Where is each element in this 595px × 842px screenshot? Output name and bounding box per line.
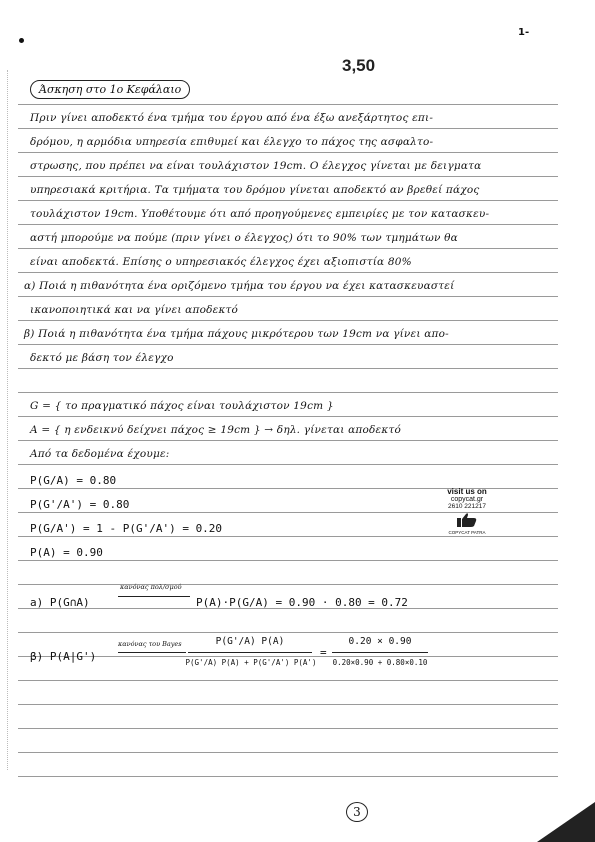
stamp-line: 2610 221217	[448, 503, 486, 510]
part-b-rule-note: κανόνας του Bayes	[118, 640, 182, 648]
left-margin-perforation	[7, 70, 10, 770]
ruled-line	[18, 656, 558, 657]
part-b-fraction-bar-values	[332, 652, 428, 653]
ruled-line	[18, 464, 558, 465]
ruled-line	[18, 320, 558, 321]
ruled-line	[18, 368, 558, 369]
ruled-line	[18, 416, 558, 417]
stamp-line: COPYCAT PATRA	[448, 530, 486, 535]
given-value: P(G'/A') = 0.80	[30, 498, 130, 511]
part-b-denominator-values: 0.20×0.90 + 0.80×0.10	[332, 658, 428, 667]
page-number: 3	[346, 802, 368, 822]
ruled-line	[18, 272, 558, 273]
stamp-line: copycat.gr	[450, 496, 484, 503]
part-a-rule-note: κανόνας πολ/σμού	[120, 583, 182, 591]
part-a-result: P(A)·P(G/A) = 0.90 · 0.80 = 0.72	[196, 596, 408, 609]
ruled-line	[18, 104, 558, 105]
ruled-line	[18, 344, 558, 345]
part-b-denominator: P(G'/A) P(A) + P(G'/A') P(A')	[185, 658, 317, 667]
problem-line: δρόμου, η αρμόδια υπηρεσία επιθυμεί και έλεγχο το πάχος της ασφαλτο-	[30, 136, 434, 148]
ruled-line	[18, 632, 558, 633]
problem-line: αστή μπορούμε να πούμε (πριν γίνει ο έλεγχος) ότι το 90% των τμημάτων θα	[30, 232, 458, 244]
ruled-line	[18, 128, 558, 129]
part-b-label: β) P(A|G')	[30, 650, 97, 663]
binder-hole	[19, 38, 24, 43]
definition-g: G = { το πραγματικό πάχος είναι τουλάχιστον 19cm }	[30, 400, 334, 412]
question-a-line: α) Ποιά η πιθανότητα ένα οριζόμενο τμήμα του έργου να έχει κατασκευαστεί	[24, 280, 455, 292]
problem-line: είναι αποδεκτά. Επίσης ο υπηρεσιακός έλεγχος έχει αξιοπιστία 80%	[30, 256, 412, 268]
question-b-line: β) Ποιά η πιθανότητα ένα τμήμα πάχους μικρότερου των 19cm να γίνει απο-	[24, 328, 449, 340]
exercise-heading: Άσκηση στο 1ο Κεφάλαιο	[30, 80, 190, 99]
ruled-line	[18, 680, 558, 681]
copyshop-stamp	[436, 487, 498, 535]
stamp-line: visit us on	[447, 487, 487, 496]
ruled-line	[18, 440, 558, 441]
ruled-line	[18, 392, 558, 393]
part-b-equals: =	[320, 646, 327, 659]
ruled-line	[18, 176, 558, 177]
ruled-line	[18, 296, 558, 297]
ruled-line	[18, 200, 558, 201]
given-value: P(G/A) = 0.80	[30, 474, 117, 487]
problem-line: στρωσης, που πρέπει να είναι τουλάχιστον 19cm. Ο έλεγχος γίνεται με δειγματα	[30, 160, 482, 172]
definition-a: A = { η ενδεικνύ δείχνει πάχος ≥ 19cm } → δηλ. γίνεται αποδεκτό	[30, 424, 401, 436]
ruled-line	[18, 248, 558, 249]
ruled-line	[18, 728, 558, 729]
page-marker: 1-	[518, 27, 530, 38]
problem-line: τουλάχιστον 19cm. Υποθέτουμε ότι από προηγούμενες εμπειρίες με τον κατασκευ-	[30, 208, 490, 220]
ruled-line	[18, 224, 558, 225]
given-value: P(G/A') = 1 - P(G'/A') = 0.20	[30, 522, 223, 535]
question-a-line: ικανοποιητικά και να γίνει αποδεκτό	[30, 304, 239, 316]
part-b-numerator-values: 0.20 × 0.90	[348, 636, 412, 647]
part-b-numerator: P(G'/A) P(A)	[215, 636, 285, 647]
ruled-line	[18, 704, 558, 705]
grade-mark: 3,50	[342, 56, 376, 75]
part-b-arrow-line	[118, 652, 186, 653]
ruled-line	[18, 584, 558, 585]
ruled-line	[18, 776, 558, 777]
problem-line: Πριν γίνει αποδεκτό ένα τμήμα του έργου από ένα έξω ανεξάρτητος επι-	[30, 112, 434, 124]
given-value: P(A) = 0.90	[30, 546, 103, 559]
ruled-line	[18, 536, 558, 537]
ruled-line	[18, 152, 558, 153]
given-intro: Από τα δεδομένα έχουμε:	[30, 448, 170, 460]
question-b-line: δεκτό με βάση τον έλεγχο	[30, 352, 174, 364]
ruled-line	[18, 752, 558, 753]
part-a-arrow-line	[118, 596, 190, 597]
thumbs-up-icon	[456, 512, 478, 528]
ruled-line	[18, 560, 558, 561]
problem-line: υπηρεσιακά κριτήρια. Τα τμήματα του δρόμου γίνεται αποδεκτό αν βρεθεί πάχος	[30, 184, 480, 196]
scan-shadow-corner	[537, 802, 595, 842]
part-a-label: a) P(G∩A)	[30, 596, 90, 609]
part-b-fraction-bar	[188, 652, 312, 653]
